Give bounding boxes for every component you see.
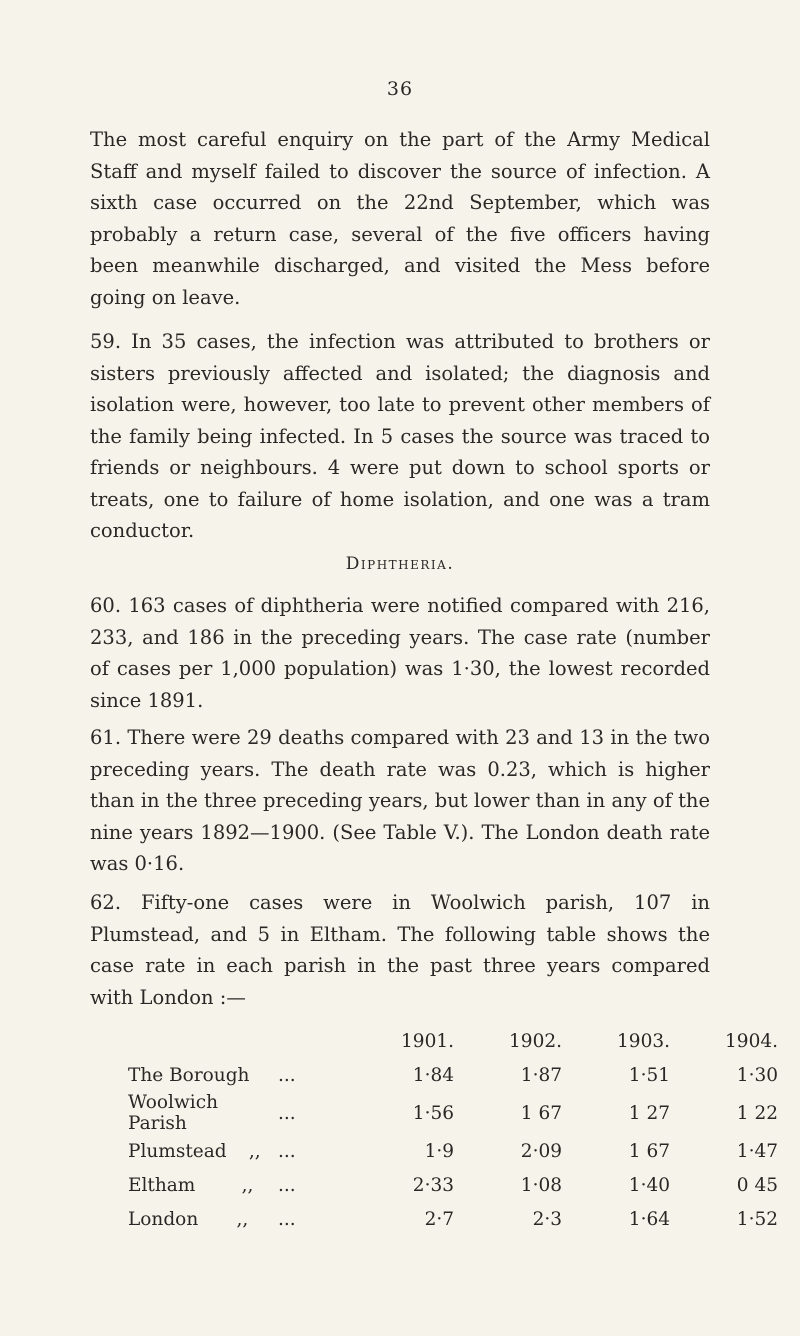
leader-dots: ...: [278, 1102, 296, 1124]
table-cell: 2·3: [532, 1208, 562, 1230]
table-cell: 0 45: [736, 1174, 778, 1196]
header-1904: 1904.: [725, 1030, 778, 1052]
header-1901: 1901.: [401, 1030, 454, 1052]
table-row: [108, 1202, 786, 1236]
table-cell: 1 27: [628, 1102, 670, 1124]
table-cell: 2·09: [520, 1140, 562, 1162]
header-1902: 1902.: [509, 1030, 562, 1052]
table-row: [108, 1134, 786, 1168]
leader-dots: ...: [278, 1064, 296, 1086]
table-cell: 1·08: [520, 1174, 562, 1196]
table-row: [108, 1092, 786, 1134]
table-cell: 1·30: [736, 1064, 778, 1086]
ditto-mark: ,,: [241, 1174, 254, 1196]
table-cell: 1·47: [736, 1140, 778, 1162]
ditto-mark: ,,: [248, 1140, 261, 1162]
row-label: Woolwich Parish: [128, 1092, 218, 1134]
table-cell: 1·51: [628, 1064, 670, 1086]
table-cell: 1 67: [520, 1102, 562, 1124]
case-rate-table: [108, 1024, 786, 1236]
row-label: Plumstead: [128, 1140, 227, 1162]
row-label: London: [128, 1208, 199, 1230]
leader-dots: ...: [278, 1140, 296, 1162]
table-cell: 1·84: [412, 1064, 454, 1086]
table-cell: 1 67: [628, 1140, 670, 1162]
section-heading-diphtheria: Diphtheria.: [345, 554, 455, 574]
row-label: Eltham: [128, 1174, 196, 1196]
table-cell: 1·56: [412, 1102, 454, 1124]
page-number: 36: [386, 78, 414, 100]
leader-dots: ...: [278, 1174, 296, 1196]
paragraph-59: 59. In 35 cases, the infection was attributed to brothers or sisters previously affected and isolated; the diagnosis and isolation were, however, too late to prevent other members of the family being infected. In 5 cases the source was traced to friends or neighbours. 4 were put down to school sports or treats, one to failure of home isolation, and one was a tram conductor.: [90, 330, 710, 542]
table-row: [108, 1168, 786, 1202]
table-cell: 2·33: [412, 1174, 454, 1196]
table-cell: 1·87: [520, 1064, 562, 1086]
table-cell: 2·7: [424, 1208, 454, 1230]
table-cell: 1·52: [736, 1208, 778, 1230]
table-cell: 1·64: [628, 1208, 670, 1230]
header-1903: 1903.: [617, 1030, 670, 1052]
paragraph-62: 62. Fifty-one cases were in Woolwich parish, 107 in Plumstead, and 5 in Eltham. The following table shows the case rate in each parish in the past three years compared with London :—: [90, 891, 710, 1009]
leader-dots: ...: [278, 1208, 296, 1230]
row-label: The Borough: [128, 1064, 250, 1086]
table-cell: 1·40: [628, 1174, 670, 1196]
table-row: [108, 1058, 786, 1092]
paragraph-61: 61. There were 29 deaths compared with 23 and 13 in the two preceding years. The death rate was 0.23, which is higher than in the three preceding years, but lower than in any of the nine years 1892—1900. (See Table V.). The London death rate was 0·16.: [90, 726, 710, 875]
paragraph-intro: The most careful enquiry on the part of the Army Medical Staff and myself failed to discover the source of infection. A sixth case occurred on the 22nd September, which was probably a return case, several of the five officers having been meanwhile discharged, and visited the Mess before going on leave.: [90, 128, 710, 309]
table-header-row: [108, 1024, 786, 1058]
ditto-mark: ,,: [236, 1208, 249, 1230]
table-cell: 1 22: [736, 1102, 778, 1124]
paragraph-60: 60. 163 cases of diphtheria were notified compared with 216, 233, and 186 in the preceding years. The case rate (number of cases per 1,000 population) was 1·30, the lowest recorded since 1891.: [90, 594, 710, 712]
table-cell: 1·9: [424, 1140, 454, 1162]
